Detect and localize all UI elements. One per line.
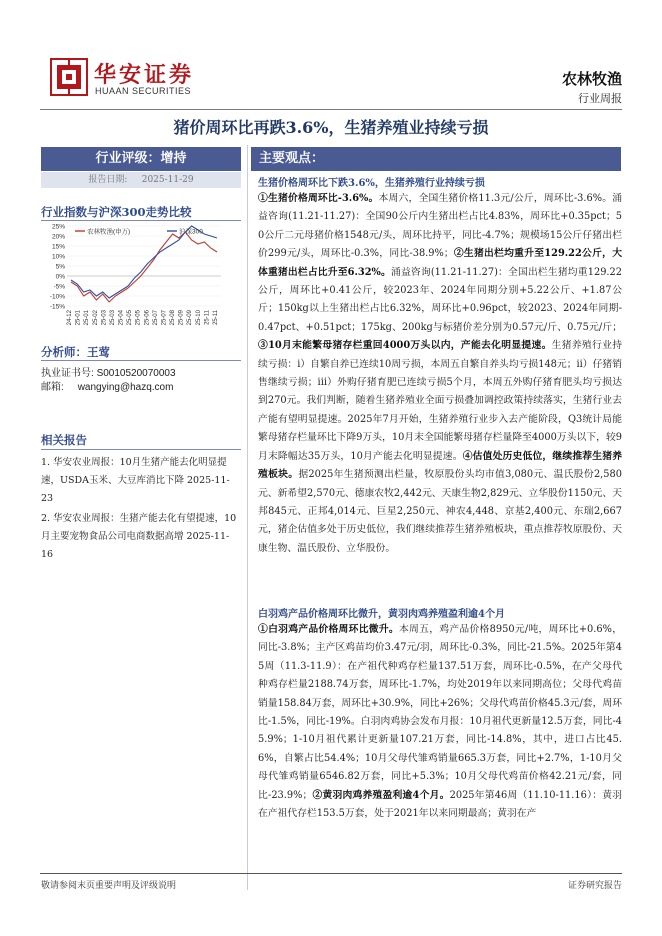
chicken-section-paragraph [258, 621, 622, 823]
x-tick-label: 25-01 [84, 310, 91, 326]
hog-section-paragraph [258, 190, 622, 558]
certificate-number [41, 364, 176, 379]
x-tick-label: 25-09 [178, 310, 185, 326]
related-divider [41, 449, 241, 450]
x-tick-label: 25-08 [170, 310, 177, 326]
body-text: 2025年第46周（11.10-11.16）：黄羽在产祖代存栏153.5万套，处于2021年以来同期最高；黄羽在产 [258, 789, 623, 820]
x-tick-label: 24-12 [67, 310, 73, 326]
y-tick-label: 25% [51, 223, 65, 231]
related-reports-heading: 相关报告 [41, 433, 87, 447]
legend-label: 沪深300 [179, 228, 203, 236]
y-tick-label: 5% [55, 263, 65, 271]
column-divider [247, 145, 248, 890]
x-tick-label: 25-10 [195, 310, 202, 326]
x-tick-label: 25-03 [109, 310, 116, 326]
x-tick-label: 25-04 [118, 310, 125, 326]
y-tick-label: -5% [53, 283, 65, 291]
analyst-name: 王莺 [87, 345, 110, 359]
body-text: 本周五，鸡产品价格8950元/吨，周环比+0.6%，同比-3.8%；主产区鸡苗均价3.47元/羽，周环比-0.3%，同比-21.5%。2025年第45周（11.3-11.9）：在产祖代种鸡存栏量137.51万套，周环比-0.5%，在产父母代种鸡存栏量2188.74万套，周环比-1.7%，均处2019年以来同期高位；父母代鸡苗销量158.84万套，周环比+30.9%，同比+26%；父母代鸡苗价格45.3元/套，周环比-1.5%，同比-19%。白羽肉鸡协会发布月报：10月祖代更新量12.5万套，同比-45.9%；1-10月祖代累计更新量107.21万套，同比-14.8%，其中，进口占比45.6%，自繁占比54.4%；10月父母代雏鸡销量665.3万套，同比+2.7%，1-10月父母代雏鸡销量6546.82万套，同比+5.3%；10月父母代鸡苗价格42.21元/套，同比-23.9%； [258, 624, 622, 801]
footer-divider [40, 873, 622, 874]
cert-value: S0010520070003 [96, 368, 176, 379]
series-line [71, 232, 217, 302]
footer-disclaimer: 敬请参阅末页重要声明及评级说明 [41, 881, 177, 891]
y-tick-label: 0% [55, 273, 65, 281]
rating-label: 行业评级： [95, 151, 161, 166]
y-tick-label: 10% [51, 253, 65, 261]
body-text: 生猪养殖行业持续亏损：i）自繁自养已连续10周亏损，本周五自繁自养头均亏损148元；ii）仔猪销售继续亏损；iii）外购仔猪育肥已连续亏损5个月，本周五外购仔猪育肥头均亏损达到270元。我们判断，随着生猪养殖业全面亏损叠加调控政策持续落实，生猪行业去产能有望明显提速。2025年7月开始，生猪养殖行业步入去产能阶段，Q3统计局能繁母猪存栏量环比下降9万头，10月末全国能繁母猪存栏量降至4000万头以下，较9月末降幅达35万头，10月产能去化明显提速。 [258, 340, 622, 462]
highlight-text: ②黄羽肉鸡养殖盈利逾4个月。 [312, 789, 450, 801]
x-tick-label: 25-07 [161, 310, 168, 326]
analyst-label: 分析师： [41, 345, 87, 359]
body-text: 本周六，全国生猪价格11.3元/公斤，周环比-3.6%。涌益咨询(11.21-11.27)：全国90公斤内生猪出栏占比4.83%，周环比+0.35pct；50公斤二元母猪价格1548元/头，周环比持平，同比-4.7%；规模场15公斤仔猪出栏价299元/头，周环比-0.3%，同比-38.9%； [258, 193, 622, 260]
sector-name: 农林牧渔 [561, 70, 622, 88]
rating-value: 增持 [160, 151, 187, 166]
x-tick-label: 25-03 [101, 310, 108, 326]
highlight-text: ②生猪出栏均重升至129.22公斤，大体重猪出栏占比升至6.32%。 [258, 248, 622, 278]
x-tick-label: 25-05 [135, 310, 142, 326]
header-divider [40, 109, 622, 110]
highlight-text: ①生猪价格周环比-3.6%。 [258, 193, 379, 204]
x-tick-label: 25-05 [127, 310, 134, 326]
email-label: 邮箱: [41, 382, 64, 393]
date-label: 报告日期: [88, 175, 128, 185]
x-tick-label: 25-07 [152, 310, 159, 326]
company-logo [50, 58, 200, 104]
related-report-item[interactable]: 1. 华安农业周报：10月生猪产能去化明显提速，USDA玉米、大豆库消比下降 2025-11-23 [41, 457, 230, 504]
series-line [71, 226, 217, 298]
y-tick-label: 15% [51, 243, 65, 251]
report-type: 行业周报 [578, 92, 622, 105]
section-subheading: 生猪价格周环比下跌3.6%，生猪养殖行业持续亏损 [258, 178, 485, 189]
email-link[interactable]: wangying@hazq.com [77, 382, 174, 393]
x-tick-label: 25-11 [213, 310, 219, 325]
y-tick-label: -15% [49, 303, 65, 311]
industry-rating-box [41, 147, 241, 171]
report-date [41, 172, 241, 188]
chart-heading: 行业指数与沪深300走势比较 [41, 205, 192, 219]
section-subheading: 白羽鸡产品价格周环比微升，黄羽肉鸡养殖盈利逾4个月 [258, 609, 505, 620]
x-tick-label: 25-06 [144, 310, 151, 326]
body-text: 涌益咨询(11.21-11.27)：全国出栏生猪均重129.22公斤，周环比+0.41公斤，较2023年、2024年同期分别+5.22公斤、+1.87公斤；150kg以上生猪出栏占比6.32%，周环比+0.96pct，较2023、2024年同期-0.47pct、+0.51pct；175kg、200kg与标猪价差分别为0.57元/斤、0.75元/斤； [258, 266, 623, 333]
related-report-item[interactable]: 2. 华安农业周报：生猪产能去化有望提速，10月主要宠物食品公司电商数据高增 2025-11-16 [41, 513, 237, 560]
index-comparison-chart [41, 222, 229, 336]
x-tick-label: 25-01 [75, 310, 82, 326]
key-points-heading: 主要观点： [251, 147, 621, 171]
highlight-text: ④估值处历史低位，继续推荐生猪养殖板块。 [258, 450, 622, 481]
legend-label: 农林牧渔(申万) [87, 228, 131, 236]
analyst-divider [41, 360, 241, 361]
highlight-text: ①白羽鸡产品价格周环比微升。 [258, 624, 399, 635]
footer-report-type: 证券研究报告 [567, 881, 622, 891]
cert-label: 执业证书号: [41, 368, 94, 379]
analyst-heading [41, 344, 110, 360]
page-title: 猪价周环比再跌3.6%，生猪养殖业持续亏损 [173, 118, 489, 137]
x-tick-label: 25-09 [187, 310, 194, 326]
highlight-text: ③10月末能繁母猪存栏重回4000万头以内，产能去化明显提速。 [258, 340, 552, 352]
body-text: 据2025年生猪预测出栏量，牧原股份头均市值3,080元、温氏股份2,580元、新希望2,570元、德康农牧2,442元、天康生物2,829元、立华股份1150元、天邦845元、正邦4,014元、巨星2,250元、神农4,448、京基2,400元、东瑞2,667元，猪企估值多处于历史低位，我们继续推荐生猪养殖板块，重点推荐牧原股份、天康生物、温氏股份、立华股份。 [258, 469, 622, 554]
logo-english-name: HUAAN SECURITIES [95, 86, 192, 96]
chart-heading-divider [41, 220, 241, 221]
x-tick-label: 25-11 [204, 310, 211, 325]
logo-chinese-name: 华安证券 [94, 62, 195, 88]
y-tick-label: 20% [51, 233, 65, 241]
y-tick-label: -10% [49, 293, 65, 301]
x-tick-label: 25-02 [92, 310, 99, 326]
huaan-logo-mark-icon [50, 58, 88, 96]
analyst-email [41, 378, 173, 393]
date-value: 2025-11-29 [141, 175, 194, 185]
